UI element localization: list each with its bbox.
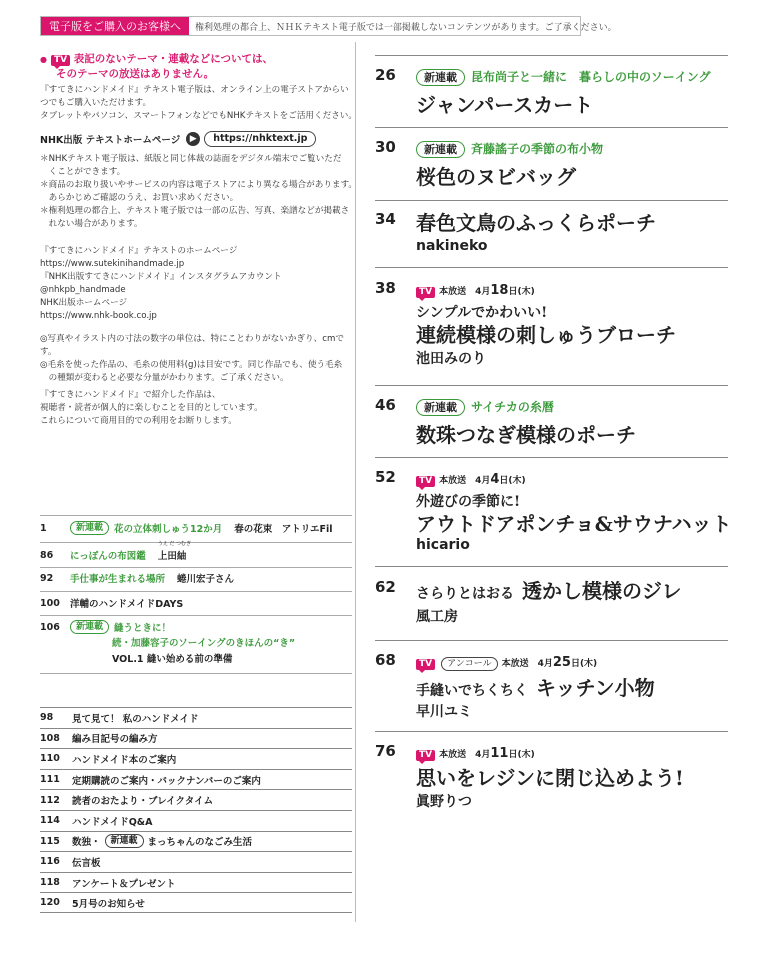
divider: [40, 542, 352, 543]
homepage-url[interactable]: https://nhktext.jp: [204, 131, 316, 147]
divider: [375, 200, 728, 201]
link-url[interactable]: https://www.sutekinihandmade.jp: [40, 259, 185, 269]
list-item[interactable]: 108 編み目記号の編み方: [40, 728, 352, 749]
tv-icon: TV: [416, 287, 435, 298]
new-series-badge: 新連載: [416, 141, 465, 158]
new-series-badge: 新連載: [105, 834, 144, 848]
list-item[interactable]: 118 アンケート＆プレゼント: [40, 872, 352, 893]
list-item[interactable]: 106 新連載 縫うときに！: [40, 621, 172, 634]
new-series-badge: 新連載: [70, 620, 109, 634]
divider: [40, 515, 352, 516]
tv-notice-line: 表記のないテーマ・連載などについては、: [73, 53, 274, 65]
divider: [375, 267, 728, 268]
list-item[interactable]: 114 ハンドメイドQ&A: [40, 810, 352, 831]
link-url[interactable]: @nhkpb_handmade: [40, 285, 126, 295]
divider: [375, 731, 728, 732]
list-item[interactable]: 112 読者のおたより・ブレイクタイム: [40, 789, 352, 810]
ebook-notice-label: 電子版をご購入のお客様へ: [41, 17, 189, 35]
list-item[interactable]: 111 定期購読のご案内・バックナンバーのご案内: [40, 769, 352, 790]
divider: [375, 55, 728, 56]
new-series-badge: 新連載: [70, 521, 109, 535]
list-item[interactable]: 120 5月号のお知らせ: [40, 892, 352, 913]
tv-icon: TV: [416, 659, 435, 670]
divider: [40, 567, 352, 568]
links-text: 『すてきにハンドメイド』テキストのホームページ https://www.sutekinihandmade.jp 『NHK出版すてきにハンドメイド』インスタグラムアカウント @nhkpb_handmade NHK出版ホームページ https://www.nhk-book.co.jp: [40, 245, 360, 323]
divider: [40, 591, 352, 592]
ebook-notice-bar: [40, 16, 617, 36]
tv-icon: TV: [416, 750, 435, 761]
divider: [40, 615, 352, 616]
intro-text: 『すてきにハンドメイド』テキスト電子版は、オンライン上の電子ストアからい つでもご購入いただけます。 タブレットやパソコン、スマートフォンなどでもNHKテキストをご活用ください。: [40, 85, 357, 121]
tv-notice-line: そのテーマの放送はありません。: [56, 68, 215, 80]
cautions-text: ◎写真やイラスト内の寸法の数字の単位は、特にことわりがないかぎり、cmです。 ◎毛糸を使った作品の、毛糸の使用料(g)は目安です。同じ作品でも、使う毛糸 の種類が変わると必要な分量がかわります。ご了承ください。: [40, 334, 344, 383]
usage-text: 『すてきにハンドメイド』で紹介した作品は、 視聴者・読者が個人的に楽しむことを目的としています。 これらについて商用目的での利用をお断りします。: [40, 390, 263, 426]
arrow-right-icon: ▶: [186, 132, 200, 146]
list-item[interactable]: 1 新連載 花の立体刺しゅう12か月 春の花束 アトリエFil: [40, 522, 333, 535]
list-item[interactable]: 92 手仕事が生まれる場所 蜷川宏子さん: [40, 572, 235, 585]
list-item[interactable]: 116 伝言板: [40, 851, 352, 872]
new-series-badge: 新連載: [416, 69, 465, 86]
homepage-link-row: [40, 131, 316, 147]
list-item[interactable]: 110 ハンドメイド本のご案内: [40, 748, 352, 769]
ebook-notice-text: 権利処理の都合上、ＮＨＫテキスト電子版では一部掲載しないコンテンツがあります。ご了承ください。: [195, 22, 617, 33]
notes-text: ＊NHKテキスト電子版は、紙版と同じ体裁の誌面をデジタル端末でご覧いただ くことができます。 ＊商品のお取り扱いやサービスの内容は電子ストアにより異なる場合があります。 あらかじめご確認のうえ、お買い求めください。 ＊権利処理の都合上、テキスト電子版では一部の広告、写真、楽譜などが掲載さ れない場合があります。: [40, 154, 358, 229]
divider: [375, 127, 728, 128]
list-item[interactable]: 100 洋輔のハンドメイドDAYS: [40, 597, 184, 610]
homepage-label: NHK出版 テキストホームページ: [40, 135, 181, 146]
divider: [375, 566, 728, 567]
list-item[interactable]: 115 数独・ 新連載 まっちゃんのなごみ生活: [40, 831, 352, 852]
encore-badge: アンコール: [441, 657, 497, 671]
link-url[interactable]: https://www.nhk-book.co.jp: [40, 311, 157, 321]
tv-notice: ● TV 表記のないテーマ・連載などについては、 そのテーマの放送はありません。: [40, 52, 355, 81]
regular-sections-list: [40, 707, 352, 913]
tv-icon: TV: [51, 55, 70, 66]
divider: [375, 640, 728, 641]
list-item-line: VOL.1 縫い始める前の準備: [112, 654, 233, 665]
divider: [40, 673, 352, 674]
divider: [375, 385, 728, 386]
list-item[interactable]: 86 にっぽんの布図鑑 うえ だ つむぎ 上田紬: [40, 541, 191, 562]
new-series-badge: 新連載: [416, 399, 465, 416]
divider: [375, 457, 728, 458]
list-item-line: 続・加藤容子のソーイングのきほんの“き”: [112, 638, 296, 649]
list-item[interactable]: 98 見て見て！ 私のハンドメイド: [40, 707, 352, 728]
tv-icon: TV: [416, 476, 435, 487]
column-divider: [355, 42, 356, 922]
